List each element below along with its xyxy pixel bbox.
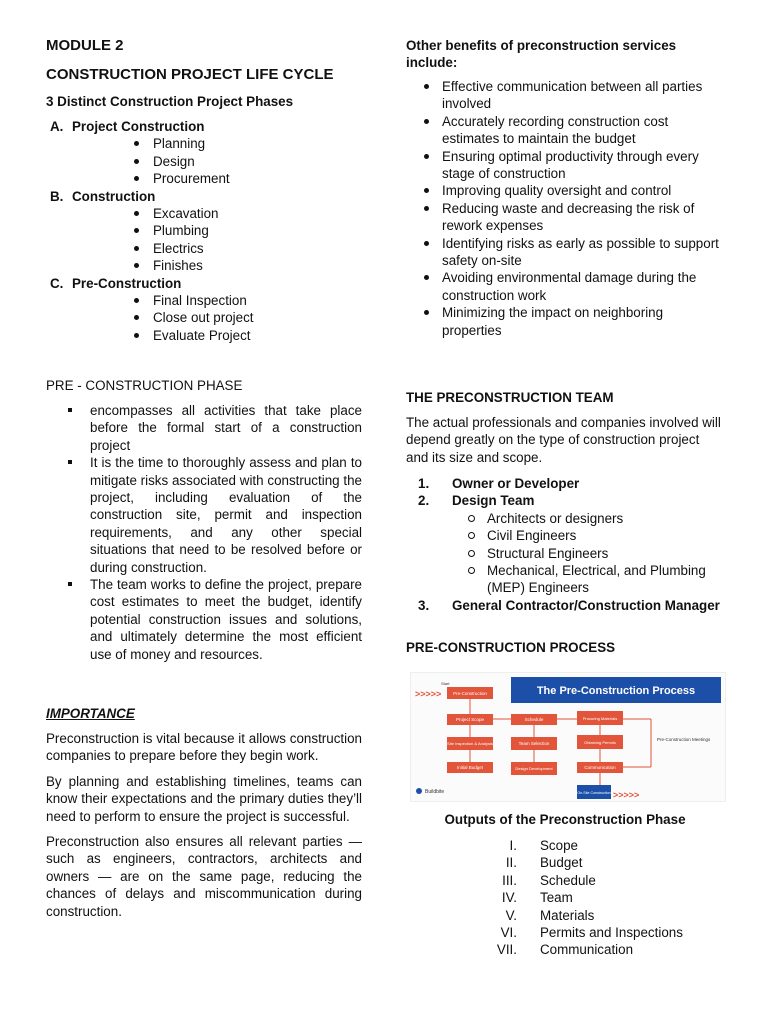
list-item: 1. Owner or Developer [418,476,580,491]
list-item: The team works to define the project, prepare cost estimates to meet the budget, identify potential construction issues and solutions, and ultimately determine the most efficient use of money and resources. [46,576,362,663]
list-item: Effective communication between all parties involved [406,78,724,113]
list-item: Planning [50,135,350,152]
phases-heading: 3 Distinct Construction Project Phases [46,94,294,109]
list-item: II. Budget [505,855,583,871]
list-item: Excavation [50,205,350,222]
list-item: Minimizing the impact on neighboring properties [406,304,724,339]
list-item: III. Schedule [502,872,596,888]
list-item: Electrics [50,240,350,257]
phase-letter: C. [50,275,64,291]
svg-text:Obtaining Permits: Obtaining Permits [584,740,616,745]
module-label: MODULE 2 [46,37,124,54]
list-item: V. Materials [505,907,595,923]
brand-label: Buildbite [425,789,445,795]
svg-text:Communication: Communication [584,765,616,770]
list-item: Improving quality oversight and control [406,182,724,199]
pre-construction-heading: PRE - CONSTRUCTION PHASE [46,378,243,393]
benefits-list [406,78,724,339]
paragraph: By planning and establishing timelines, teams can know their expectations and the primary duties they’ll need to perform to ensure the project is successful. [46,773,362,824]
process-heading: PRE-CONSTRUCTION PROCESS [406,640,616,655]
phase-c [50,275,350,292]
sub-list-item: Structural Engineers [406,545,724,562]
list-item: Identifying risks as early as possible to support safety on-site [406,235,724,270]
sub-list-item: Civil Engineers [406,527,724,544]
importance-text [46,730,362,920]
list-item: Procurement [50,170,350,187]
list-item: Plumbing [50,222,350,239]
banner-text: The Pre-Construction Process [536,685,696,697]
phase-letter: A. [50,119,64,134]
phase-name: Pre-Construction [72,275,182,291]
list-item: Design [50,153,350,170]
process-flowchart [411,673,725,801]
phase-letter: B. [50,188,64,204]
svg-text:Project Scope: Project Scope [455,717,485,722]
list-item: Ensuring optimal productivity through every stage of construction [406,148,724,183]
svg-text:>>>>>: >>>>> [415,689,442,699]
phases-list [50,118,350,344]
list-item: I. Scope [509,838,578,853]
team-intro: The actual professionals and companies involved will depend greatly on the type of construction project and its size and scope. [406,415,721,465]
process-diagram [410,672,726,802]
phase-name: Project Construction [72,119,205,134]
phase-a [50,118,350,135]
list-item: Accurately recording construction cost estimates to maintain the budget [406,113,724,148]
svg-text:Team Selection: Team Selection [518,741,550,746]
outputs-list [406,837,724,959]
phase-b [50,188,350,205]
svg-text:On-Site Construction: On-Site Construction [577,791,611,795]
side-label: Pre-Construction Meetings [657,737,711,742]
list-item: IV. Team [501,890,573,906]
list-item: Reducing waste and decreasing the risk of rework expenses [406,200,724,235]
list-item: Final Inspection [50,292,350,309]
page-title: CONSTRUCTION PROJECT LIFE CYCLE [46,66,334,83]
list-item: Evaluate Project [50,327,350,344]
list-item: Close out project [50,309,350,326]
paragraph: Preconstruction is vital because it allows construction companies to prepare before they begin work. [46,731,362,764]
svg-text:Initial Budget: Initial Budget [456,765,484,770]
svg-text:Start: Start [441,681,450,686]
list-item: encompasses all activities that take place before the formal start of a construction project [46,402,362,454]
team-list [406,475,724,614]
outputs-heading: Outputs of the Preconstruction Phase [444,812,686,827]
svg-text:Schedule: Schedule [524,717,544,722]
importance-heading: IMPORTANCE [46,706,135,721]
svg-text:Pre-Construction: Pre-Construction [453,691,487,696]
svg-text:Procuring Materials: Procuring Materials [582,716,618,721]
list-item: 2. Design Team [418,493,535,509]
svg-text:Site Inspection & Analysis: Site Inspection & Analysis [447,741,493,746]
svg-text:Design Development: Design Development [515,766,553,771]
pre-construction-bullets [46,402,362,663]
paragraph: Preconstruction also ensures all relevant parties — such as engineers, contractors, architects and owners — are on the same page, reducing the chances of delays and miscommunication during construction. [46,834,362,919]
sub-list-item: Architects or designers [406,510,724,527]
list-item: 3. General Contractor/Construction Manager [418,597,720,613]
list-item: VII. Communication [496,942,634,958]
list-item: Finishes [50,257,350,274]
benefits-heading: Other benefits of preconstruction services include: [406,38,677,71]
team-heading: THE PRECONSTRUCTION TEAM [406,390,614,405]
list-item: It is the time to thoroughly assess and plan to mitigate risks associated with constructing the project, including evaluation of the construction site, permit and inspection requirements, and any other special situations that need to be resolved before or during construction. [46,454,362,576]
phase-name: Construction [72,188,156,204]
list-item: Avoiding environmental damage during the construction work [406,269,724,304]
list-item: VI. Permits and Inspections [500,924,683,940]
sub-list-item: Mechanical, Electrical, and Plumbing (MEP) Engineers [406,562,724,597]
svg-text:>>>>>: >>>>> [613,790,640,800]
